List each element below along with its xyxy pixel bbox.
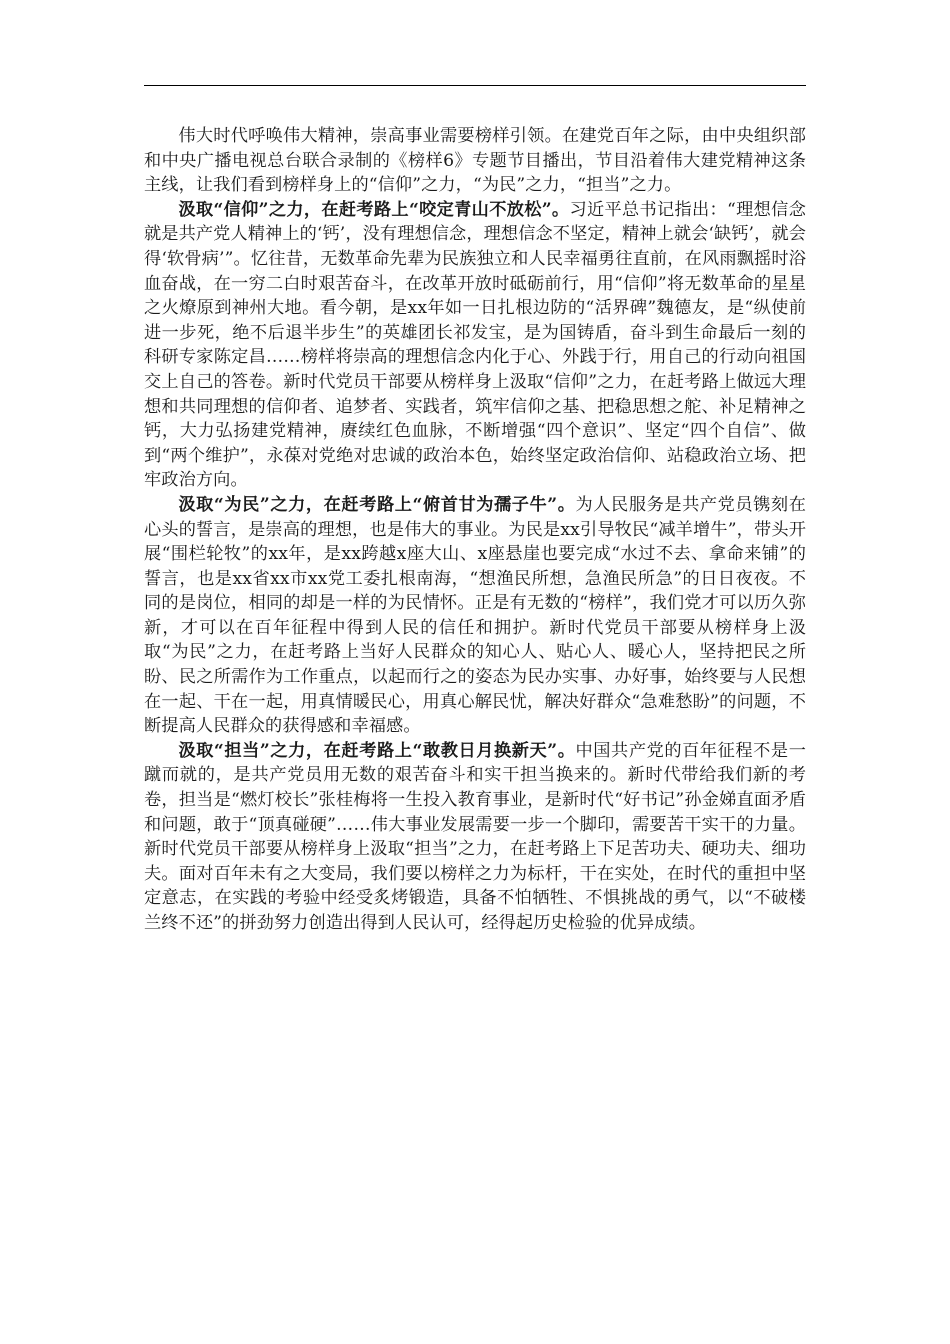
- paragraph-faith: [144, 198, 806, 493]
- paragraph-responsibility: [144, 739, 806, 936]
- paragraph-lead: 汲取“担当”之力，在赶考路上“敢教日月换新天”。: [178, 740, 576, 761]
- header-rule: [144, 85, 806, 86]
- paragraph-text: 中国共产党的百年征程不是一蹴而就的，是共产党员用无数的艰苦奋斗和实干担当换来的。新时代带给我们新的考卷，担当是“燃灯校长”张桂梅将一生投入教育事业，是新时代“好书记”孙金娣直面矛盾和问题，敢于“顶真碰硬”……伟大事业发展需要一步一个脚印，需要苦干实干的力量。新时代党员干部要从榜样身上汲取“担当”之力，在赶考路上下足苦功夫、硬功夫、细功夫。面对百年未有之大变局，我们要以榜样之力为标杆，干在实处，在时代的重担中坚定意志，在实践的考验中经受炙烤锻造，具备不怕牺牲、不惧挑战的勇气，以“不破楼兰终不还”的拼劲努力创造出得到人民认可，经得起历史检验的优异成绩。: [144, 740, 806, 933]
- paragraph-lead: 汲取“信仰”之力，在赶考路上“咬定青山不放松”。: [178, 199, 570, 220]
- paragraph-text: 伟大时代呼唤伟大精神，崇高事业需要榜样引领。在建党百年之际，由中央组织部和中央广播电视总台联合录制的《榜样6》专题节目播出，节目沿着伟大建党精神这条主线，让我们看到榜样身上的“信仰”之力，“为民”之力，“担当”之力。: [144, 126, 806, 196]
- paragraph-intro: [144, 124, 806, 198]
- paragraph-lead: 汲取“为民”之力，在赶考路上“俯首甘为孺子牛”。: [178, 494, 576, 515]
- paragraph-text: 习近平总书记指出：“理想信念就是共产党人精神上的‘钙’，没有理想信念，理想信念不坚定，精神上就会‘缺钙’，就会得‘软骨病’”。忆往昔，无数革命先辈为民族独立和人民幸福勇往直前，在风雨飘摇时浴血奋战，在一穷二白时艰苦奋斗，在改革开放时砥砺前行，用“信仰”将无数革命的星星之火燎原到神州大地。看今朝，是xx年如一日扎根边防的“活界碑”魏德友，是“纵使前进一步死，绝不后退半步生”的英雄团长祁发宝，是为国铸盾，奋斗到生命最后一刻的科研专家陈定昌……榜样将崇高的理想信念内化于心、外践于行，用自己的行动向祖国交上自己的答卷。新时代党员干部要从榜样身上汲取“信仰”之力，在赶考路上做远大理想和共同理想的信仰者、追梦者、实践者，筑牢信仰之基、把稳思想之舵、补足精神之钙，大力弘扬建党精神，赓续红色血脉，不断增强“四个意识”、坚定“四个自信”、做到“两个维护”，永葆对党绝对忠诚的政治本色，始终坚定政治信仰、站稳政治立场、把牢政治方向。: [144, 199, 806, 491]
- paragraph-text: 为人民服务是共产党员镌刻在心头的誓言，是崇高的理想，也是伟大的事业。为民是xx引导牧民“减羊增牛”，带头开展“围栏轮牧”的xx年，是xx跨越x座大山、x座悬崖也要完成“水过不去、拿命来铺”的誓言，也是xx省xx市xx党工委扎根南海，“想渔民所想，急渔民所急”的日日夜夜。不同的是岗位，相同的却是一样的为民情怀。正是有无数的“榜样”，我们党才可以历久弥新，才可以在百年征程中得到人民的信任和拥护。新时代党员干部要从榜样身上汲取“为民”之力，在赶考路上当好人民群众的知心人、贴心人、暖心人，坚持把民之所盼、民之所需作为工作重点，以起而行之的姿态为民办实事、办好事，始终要与人民想在一起、干在一起，用真情暖民心，用真心解民忧，解决好群众“急难愁盼”的问题，不断提高人民群众的获得感和幸福感。: [144, 494, 806, 737]
- article-body: [144, 124, 806, 936]
- paragraph-people: [144, 493, 806, 739]
